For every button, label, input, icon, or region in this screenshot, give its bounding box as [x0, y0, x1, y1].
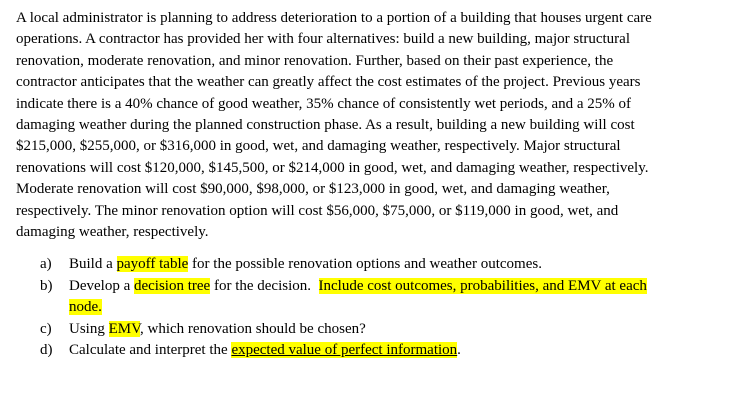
- paragraph-line: contractor anticipates that the weather can greatly affect the cost estimates of the project. Previous years: [16, 74, 641, 91]
- highlighted-text: payoff table: [116, 256, 189, 273]
- question-text: [69, 340, 728, 361]
- paragraph-line: A local administrator is planning to address deterioration to a portion of a building that houses urgent care: [16, 10, 652, 26]
- question-marker: c): [40, 320, 52, 337]
- paragraph-line: operations. A contractor has provided her with four alternatives: build a new building, major structural: [16, 31, 631, 48]
- problem-paragraph: [16, 8, 728, 243]
- question-a: [16, 254, 728, 275]
- question-text: [69, 276, 728, 297]
- highlighted-text: Include cost outcomes, probabilities, and EMV at each: [318, 277, 647, 294]
- question-text-plain: .: [457, 342, 461, 359]
- question-marker: b): [40, 277, 53, 294]
- question-text-plain: Calculate and interpret the: [69, 342, 232, 359]
- question-text-continuation: [69, 297, 728, 318]
- question-text: [69, 254, 728, 275]
- question-text-plain: , which renovation should be chosen?: [140, 320, 366, 337]
- paragraph-line: renovations will cost $120,000, $145,500, or $214,000 in good, wet, and damaging weather, respectively.: [16, 159, 649, 176]
- question-text: [69, 319, 728, 340]
- highlighted-text: EMV: [108, 320, 140, 337]
- question-d: [16, 340, 728, 361]
- paragraph-line: damaging weather, respectively.: [16, 224, 209, 241]
- question-c: [16, 319, 728, 340]
- question-text-plain: for the decision.: [210, 277, 319, 294]
- question-text-plain: Build a: [69, 256, 117, 273]
- question-text-plain: Develop a: [69, 277, 134, 294]
- paragraph-line: renovation, moderate renovation, and minor renovation. Further, based on their past experience, the: [16, 52, 614, 69]
- paragraph-line: damaging weather during the planned construction phase. As a result, building a new building will cost: [16, 117, 635, 134]
- question-b: [16, 276, 728, 319]
- highlighted-text: expected value of perfect information: [231, 342, 458, 359]
- question-list: [16, 254, 728, 361]
- paragraph-line: indicate there is a 40% chance of good weather, 35% chance of consistently wet periods, and a 25% of: [16, 95, 632, 112]
- paragraph-line: $215,000, $255,000, or $316,000 in good, wet, and damaging weather, respectively. Major structural: [16, 138, 621, 155]
- question-text-plain: for the possible renovation options and weather outcomes.: [188, 256, 542, 273]
- highlighted-text: node.: [69, 299, 102, 316]
- paragraph-line: Moderate renovation will cost $90,000, $98,000, or $123,000 in good, wet, and damaging weather,: [16, 181, 610, 198]
- question-marker: a): [40, 256, 52, 273]
- highlighted-text: decision tree: [133, 277, 211, 294]
- question-marker: d): [40, 342, 53, 359]
- paragraph-line: respectively. The minor renovation option will cost $56,000, $75,000, or $119,000 in good, wet, and: [16, 202, 619, 219]
- document-page: [16, 8, 728, 362]
- question-text-plain: Using: [69, 320, 109, 337]
